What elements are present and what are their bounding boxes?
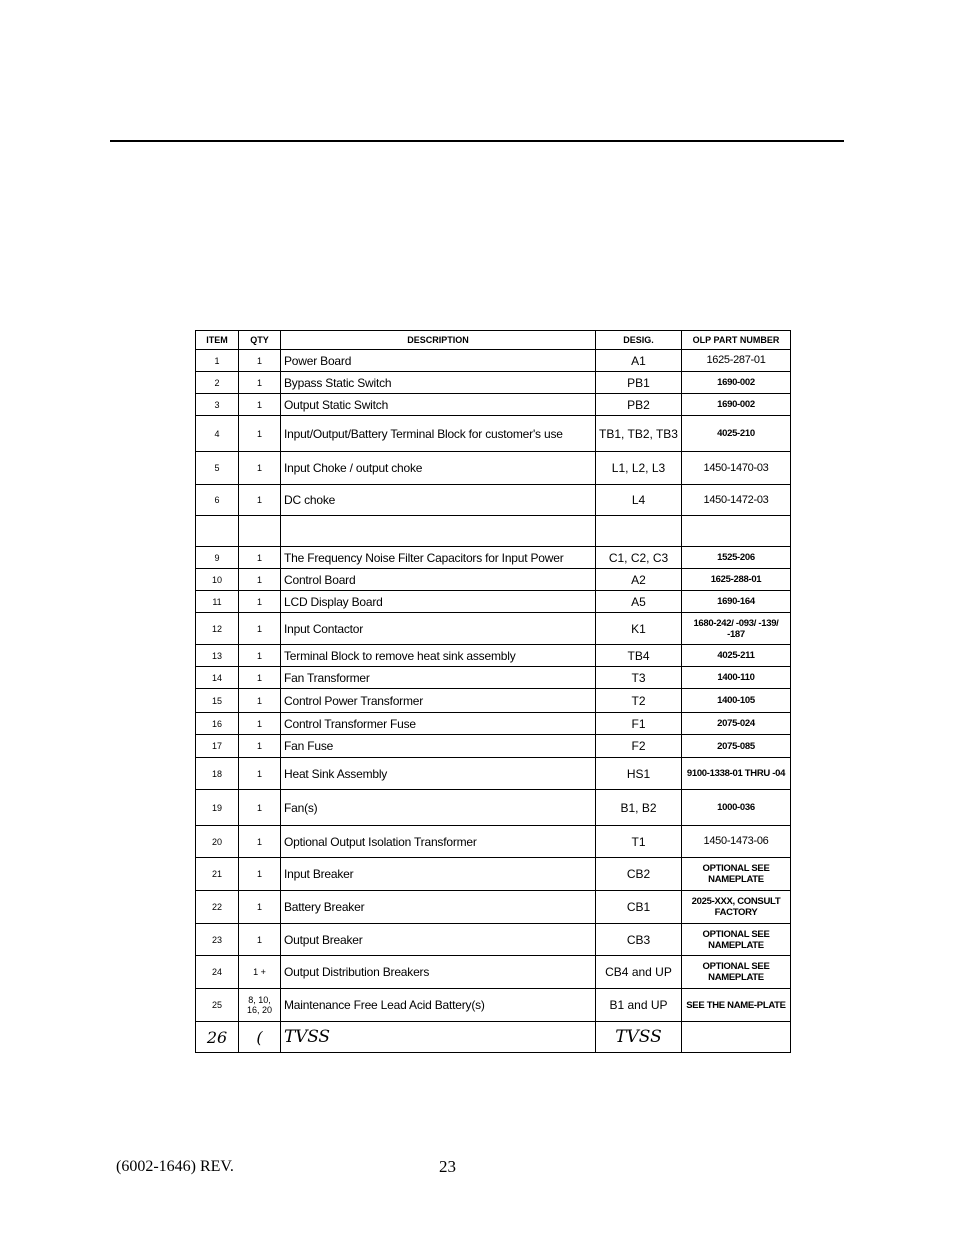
parts-list-table — [195, 330, 791, 1053]
table-row — [196, 689, 791, 713]
item-cell: 6 — [196, 485, 239, 516]
qty-cell: 1 — [239, 735, 281, 758]
qty-cell: 1 — [239, 372, 281, 394]
item-cell: 23 — [196, 924, 239, 956]
item-cell: 16 — [196, 713, 239, 735]
part-number-cell: 2025-XXX, CONSULT FACTORY — [682, 891, 791, 924]
desig-cell: CB4 and UP — [596, 956, 682, 989]
part-number-cell: 1690-164 — [682, 591, 791, 613]
qty-cell: 1 — [239, 758, 281, 790]
item-cell: 25 — [196, 989, 239, 1022]
table-body — [196, 350, 791, 1053]
item-cell: 11 — [196, 591, 239, 613]
item-cell: 9 — [196, 547, 239, 569]
table-row — [196, 735, 791, 758]
item-cell: 18 — [196, 758, 239, 790]
qty-cell: 1 — [239, 826, 281, 858]
part-number-cell: 1525-206 — [682, 547, 791, 569]
qty-cell: 1 — [239, 394, 281, 416]
qty-cell: 1 — [239, 790, 281, 826]
description-cell: TVSS — [281, 1022, 596, 1053]
qty-cell: 1 — [239, 591, 281, 613]
table-row — [196, 924, 791, 956]
description-cell: Input Choke / output choke — [281, 452, 596, 485]
part-number-cell: 2075-024 — [682, 713, 791, 735]
desig-cell — [596, 516, 682, 547]
table-row — [196, 452, 791, 485]
desig-cell: T1 — [596, 826, 682, 858]
desig-cell: TVSS — [596, 1022, 682, 1053]
desig-cell: TB4 — [596, 645, 682, 667]
table-header-row — [196, 331, 791, 350]
table-row — [196, 613, 791, 645]
description-cell: Fan(s) — [281, 790, 596, 826]
item-cell: 26 — [196, 1022, 239, 1053]
qty-cell: 1 — [239, 547, 281, 569]
table-row — [196, 956, 791, 989]
desig-cell: K1 — [596, 613, 682, 645]
qty-cell: 1 — [239, 858, 281, 891]
item-cell: 24 — [196, 956, 239, 989]
description-cell: Input Breaker — [281, 858, 596, 891]
parts-list-table-container — [195, 330, 790, 1053]
item-cell: 1 — [196, 350, 239, 372]
header-qty: QTY — [239, 331, 281, 350]
item-cell — [196, 516, 239, 547]
description-cell: Power Board — [281, 350, 596, 372]
description-cell: Fan Fuse — [281, 735, 596, 758]
header-part-number: OLP PART NUMBER — [682, 331, 791, 350]
qty-cell: 1 — [239, 667, 281, 689]
description-cell: DC choke — [281, 485, 596, 516]
desig-cell: T3 — [596, 667, 682, 689]
desig-cell: CB3 — [596, 924, 682, 956]
part-number-cell: 1625-288-01 — [682, 569, 791, 591]
qty-cell: 1 — [239, 452, 281, 485]
description-cell: Input/Output/Battery Terminal Block for customer's use — [281, 416, 596, 452]
item-cell: 20 — [196, 826, 239, 858]
desig-cell: F2 — [596, 735, 682, 758]
qty-cell: 1 — [239, 569, 281, 591]
description-cell: Fan Transformer — [281, 667, 596, 689]
qty-cell: 1 — [239, 891, 281, 924]
table-row — [196, 667, 791, 689]
footer-page-number: 23 — [439, 1157, 456, 1176]
table-row — [196, 758, 791, 790]
table-row — [196, 485, 791, 516]
table-row — [196, 858, 791, 891]
header-desig: DESIG. — [596, 331, 682, 350]
desig-cell: F1 — [596, 713, 682, 735]
part-number-cell: 1450-1470-03 — [682, 452, 791, 485]
description-cell: Output Static Switch — [281, 394, 596, 416]
description-cell: Heat Sink Assembly — [281, 758, 596, 790]
description-cell: Output Distribution Breakers — [281, 956, 596, 989]
part-number-cell: 1000-036 — [682, 790, 791, 826]
table-row — [196, 416, 791, 452]
item-cell: 17 — [196, 735, 239, 758]
desig-cell: T2 — [596, 689, 682, 713]
part-number-cell: 1400-110 — [682, 667, 791, 689]
table-row — [196, 713, 791, 735]
item-cell: 2 — [196, 372, 239, 394]
item-cell: 21 — [196, 858, 239, 891]
description-cell: Control Transformer Fuse — [281, 713, 596, 735]
qty-cell: 1 — [239, 416, 281, 452]
part-number-cell: OPTIONAL SEE NAMEPLATE — [682, 858, 791, 891]
desig-cell: CB1 — [596, 891, 682, 924]
table-row — [196, 516, 791, 547]
desig-cell: A2 — [596, 569, 682, 591]
table-row — [196, 989, 791, 1022]
qty-cell: 8, 10, 16, 20 — [239, 989, 281, 1022]
desig-cell: C1, C2, C3 — [596, 547, 682, 569]
part-number-cell: 1680-242/ -093/ -139/ -187 — [682, 613, 791, 645]
part-number-cell: 1450-1472-03 — [682, 485, 791, 516]
part-number-cell: 1690-002 — [682, 372, 791, 394]
footer-doc-number: (6002-1646) REV. — [116, 1158, 234, 1175]
description-cell — [281, 516, 596, 547]
desig-cell: CB2 — [596, 858, 682, 891]
desig-cell: A5 — [596, 591, 682, 613]
item-cell: 5 — [196, 452, 239, 485]
part-number-cell: OPTIONAL SEE NAMEPLATE — [682, 924, 791, 956]
top-rule — [110, 140, 844, 142]
desig-cell: A1 — [596, 350, 682, 372]
qty-cell: ( — [239, 1022, 281, 1053]
part-number-cell: 9100-1338-01 THRU -04 — [682, 758, 791, 790]
item-cell: 3 — [196, 394, 239, 416]
desig-cell: PB1 — [596, 372, 682, 394]
description-cell: Maintenance Free Lead Acid Battery(s) — [281, 989, 596, 1022]
qty-cell: 1 — [239, 645, 281, 667]
item-cell: 19 — [196, 790, 239, 826]
desig-cell: L4 — [596, 485, 682, 516]
qty-cell: 1 — [239, 613, 281, 645]
description-cell: Optional Output Isolation Transformer — [281, 826, 596, 858]
description-cell: Bypass Static Switch — [281, 372, 596, 394]
part-number-cell: 2075-085 — [682, 735, 791, 758]
part-number-cell: 1690-002 — [682, 394, 791, 416]
table-row — [196, 891, 791, 924]
part-number-cell — [682, 516, 791, 547]
part-number-cell: 4025-210 — [682, 416, 791, 452]
item-cell: 4 — [196, 416, 239, 452]
qty-cell — [239, 516, 281, 547]
table-row — [196, 826, 791, 858]
part-number-cell: 1450-1473-06 — [682, 826, 791, 858]
header-description: DESCRIPTION — [281, 331, 596, 350]
part-number-cell: 4025-211 — [682, 645, 791, 667]
description-cell: LCD Display Board — [281, 591, 596, 613]
description-cell: Control Board — [281, 569, 596, 591]
table-row — [196, 790, 791, 826]
description-cell: Input Contactor — [281, 613, 596, 645]
desig-cell: B1, B2 — [596, 790, 682, 826]
part-number-cell: SEE THE NAME-PLATE — [682, 989, 791, 1022]
desig-cell: L1, L2, L3 — [596, 452, 682, 485]
table-row — [196, 569, 791, 591]
qty-cell: 1 — [239, 350, 281, 372]
item-cell: 13 — [196, 645, 239, 667]
part-number-cell: 1400-105 — [682, 689, 791, 713]
description-cell: Control Power Transformer — [281, 689, 596, 713]
item-cell: 22 — [196, 891, 239, 924]
desig-cell: PB2 — [596, 394, 682, 416]
table-row — [196, 372, 791, 394]
part-number-cell: 1625-287-01 — [682, 350, 791, 372]
qty-cell: 1 — [239, 485, 281, 516]
part-number-cell — [682, 1022, 791, 1053]
qty-cell: 1 — [239, 924, 281, 956]
header-item: ITEM — [196, 331, 239, 350]
qty-cell: 1 + — [239, 956, 281, 989]
table-row — [196, 394, 791, 416]
item-cell: 12 — [196, 613, 239, 645]
item-cell: 10 — [196, 569, 239, 591]
table-row — [196, 1022, 791, 1053]
table-row — [196, 350, 791, 372]
description-cell: Terminal Block to remove heat sink assembly — [281, 645, 596, 667]
desig-cell: B1 and UP — [596, 989, 682, 1022]
table-row — [196, 645, 791, 667]
description-cell: The Frequency Noise Filter Capacitors for Input Power — [281, 547, 596, 569]
item-cell: 15 — [196, 689, 239, 713]
item-cell: 14 — [196, 667, 239, 689]
qty-cell: 1 — [239, 713, 281, 735]
qty-cell: 1 — [239, 689, 281, 713]
table-row — [196, 591, 791, 613]
table-row — [196, 547, 791, 569]
description-cell: Battery Breaker — [281, 891, 596, 924]
desig-cell: TB1, TB2, TB3 — [596, 416, 682, 452]
part-number-cell: OPTIONAL SEE NAMEPLATE — [682, 956, 791, 989]
desig-cell: HS1 — [596, 758, 682, 790]
description-cell: Output Breaker — [281, 924, 596, 956]
